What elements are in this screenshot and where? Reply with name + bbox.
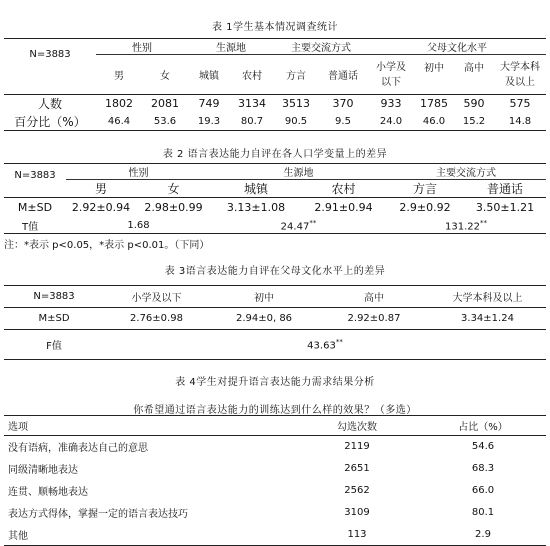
table3-n: N=3883 xyxy=(33,291,75,302)
table1-cell: 370 xyxy=(332,97,354,111)
table2-caption: 表 2 语言表达能力自评在各人口学变量上的差异 xyxy=(162,149,388,160)
table1-group-language: 主要交流方式 xyxy=(274,39,368,55)
table1-cell: 46.4 xyxy=(107,115,131,127)
table1-cell: 3134 xyxy=(238,97,266,111)
table-row xyxy=(4,436,546,458)
table1-cell: 2081 xyxy=(151,97,179,111)
table1-group-gender: 性别 xyxy=(96,39,188,55)
table2-cell: 3.13±1.08 xyxy=(226,201,286,215)
table4-option: 没有语病，准确表达自己的意思 xyxy=(8,443,148,455)
table4-caption: 表 4学生对提升语言表达能力需求结果分析 xyxy=(175,377,375,388)
table4-header-count: 勾选次数 xyxy=(337,422,377,433)
table1-cell: 590 xyxy=(463,97,485,111)
table3-cell: 2.92±0.87 xyxy=(347,313,401,324)
table1-col-town: 城镇 xyxy=(199,71,219,82)
table1-cell: 90.5 xyxy=(284,115,308,127)
table2-t-gender: 1.68 xyxy=(127,219,150,231)
table3-col-senior: 高中 xyxy=(364,293,384,304)
table4-header-option: 选项 xyxy=(8,422,28,433)
table4-option: 同级清晰地表达 xyxy=(8,465,78,476)
table4-percent: 68.3 xyxy=(471,463,495,474)
table-row xyxy=(4,480,546,502)
table1-col-dialect: 方言 xyxy=(286,71,306,82)
table2-group-language: 主要交流方式 xyxy=(386,164,546,180)
table1-cell: 24.0 xyxy=(379,115,403,127)
table2-t-language: 131.22** xyxy=(445,218,487,232)
table4 xyxy=(4,415,546,546)
table1-cell: 53.6 xyxy=(153,115,177,127)
table2-group-gender: 性别 xyxy=(66,164,211,180)
table3-cell: 3.34±1.24 xyxy=(461,313,514,324)
table2-cell: 2.9±0.92 xyxy=(399,201,451,215)
table4-option: 连贯、顺畅地表达 xyxy=(8,487,88,498)
table-row xyxy=(4,524,546,546)
table3-caption: 表 3语言表达能力自评在父母文化水平上的差异 xyxy=(164,266,386,277)
table4-count: 2651 xyxy=(344,463,370,474)
table4-count: 2119 xyxy=(344,441,370,453)
table1-caption: 表 1学生基本情况调查统计 xyxy=(211,22,339,33)
table1-cell: 9.5 xyxy=(335,115,351,127)
table2-n: N=3883 xyxy=(14,170,56,181)
table4-header-percent: 占比（%） xyxy=(458,422,508,433)
table4-percent: 80.1 xyxy=(471,507,495,518)
table3-f-value: 43.63** xyxy=(307,337,343,352)
table3-col-primary: 小学及以下 xyxy=(131,293,182,304)
table2-col-mandarin: 普通话 xyxy=(486,182,523,196)
table1-cell: 19.3 xyxy=(197,115,221,127)
table1-cell: 80.7 xyxy=(240,115,264,127)
table1-n: N=3883 xyxy=(29,49,71,60)
table1-col-primary: 小学及 以下 xyxy=(376,61,406,88)
table2-cell: 2.92±0.94 xyxy=(71,201,131,215)
table2-group-origin: 生源地 xyxy=(211,164,386,180)
table2-col-dialect: 方言 xyxy=(412,182,437,196)
table1-row-percent-label: 百分比（%） xyxy=(14,114,86,129)
table2-t-label: T值 xyxy=(22,221,39,233)
table1-row-count-label: 人数 xyxy=(37,97,62,112)
table2-cell: 2.98±0.99 xyxy=(144,201,203,215)
table-row xyxy=(4,458,546,480)
table3-cell: 2.94±0, 86 xyxy=(235,313,293,324)
table4-option: 其他 xyxy=(8,530,28,542)
table3-ms-label: M±SD xyxy=(38,313,70,324)
table3-col-junior: 初中 xyxy=(254,293,274,304)
table2-col-rural: 农村 xyxy=(331,182,356,196)
table2-col-male: 男 xyxy=(94,182,107,196)
table4-option: 表达方式得体，掌握一定的语言表达技巧 xyxy=(8,509,188,520)
table4-percent: 54.6 xyxy=(471,441,495,453)
table1-cell: 46.0 xyxy=(422,115,446,127)
table1-cell: 749 xyxy=(198,97,220,111)
table2-col-town: 城镇 xyxy=(243,182,268,196)
table1-cell: 933 xyxy=(380,97,402,111)
table1-cell: 575 xyxy=(509,97,531,111)
table4-count: 113 xyxy=(347,528,367,540)
table2-cell: 3.50±1.21 xyxy=(475,201,535,215)
table-row xyxy=(4,502,546,524)
table1-cell: 3513 xyxy=(282,97,310,111)
table1-col-female: 女 xyxy=(160,71,170,82)
table2-t-origin: 24.47** xyxy=(280,218,317,232)
table4-count: 2562 xyxy=(344,485,370,496)
table1-col-male: 男 xyxy=(114,71,124,82)
table1 xyxy=(4,38,546,131)
table2-note: 注：*表示 p<0.05，*表示 p<0.01。（下同） xyxy=(4,240,210,251)
table1-group-origin: 生源地 xyxy=(188,39,274,55)
table2 xyxy=(4,163,546,234)
table4-percent: 66.0 xyxy=(471,485,495,496)
table1-col-senior: 高中 xyxy=(464,63,484,74)
table3-col-university: 大学本科及以上 xyxy=(452,293,523,304)
table4-question: 你希望通过语言表达能力的训练达到什么样的效果？（多选） xyxy=(133,405,417,416)
table1-group-parent-education: 父母文化水平 xyxy=(368,39,546,55)
table1-cell: 1785 xyxy=(420,97,448,111)
table2-col-female: 女 xyxy=(167,182,180,196)
table1-cell: 14.8 xyxy=(508,115,532,127)
table1-col-junior: 初中 xyxy=(424,63,444,74)
table1-col-university: 大学本科 及以上 xyxy=(500,61,540,88)
table1-col-rural: 农村 xyxy=(242,71,262,82)
table4-count: 3109 xyxy=(344,507,370,518)
table3 xyxy=(4,285,546,360)
table3-f-label: F值 xyxy=(46,341,62,352)
table1-cell: 15.2 xyxy=(462,115,486,127)
table1-cell: 1802 xyxy=(105,97,133,111)
table3-cell: 2.76±0.98 xyxy=(130,313,183,324)
table2-ms-label: M±SD xyxy=(17,201,53,215)
table2-cell: 2.91±0.94 xyxy=(314,201,373,215)
table4-percent: 2.9 xyxy=(475,528,491,540)
table1-col-mandarin: 普通话 xyxy=(328,71,358,82)
